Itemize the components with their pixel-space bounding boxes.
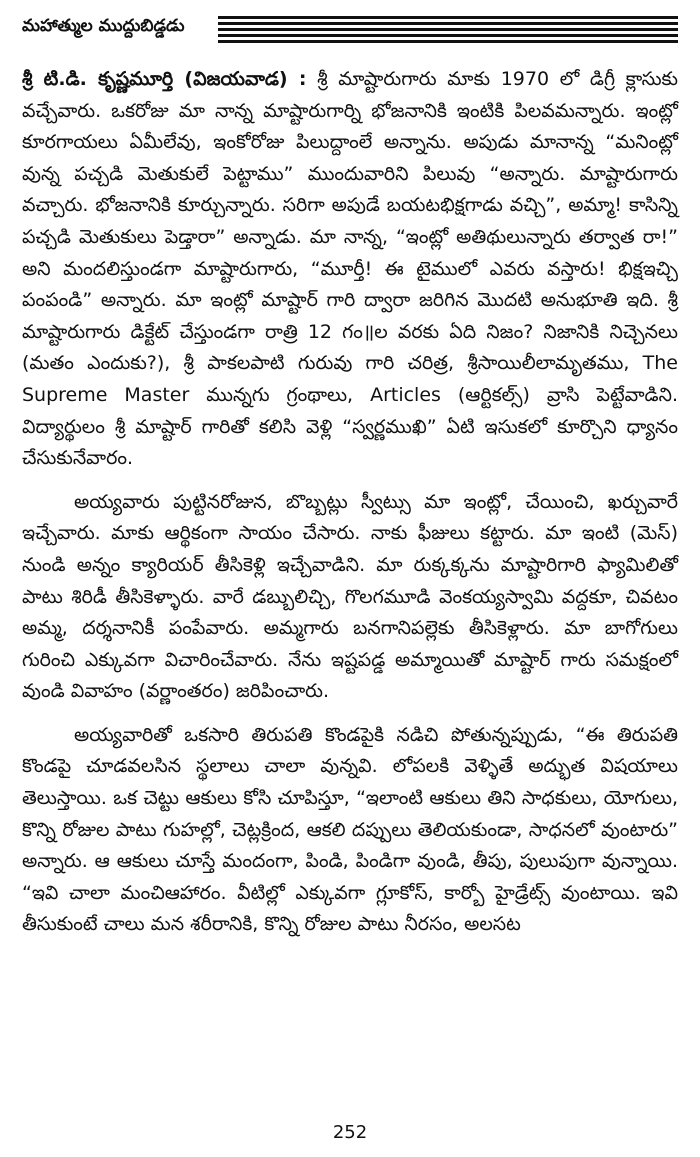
paragraph-text: అయ్యవారు పుట్టినరోజున, బొబ్బట్లు స్వీట్సు మా ఇంట్లో, చేయించి, ఖర్చువారే ఇచ్చేవారు. మాకు ఆర్థికంగా సాయం చేసారు. నాకు ఫీజులు కట్టారు. మా ఇంటి (మెస్) నుండి అన్నం క్యారియర్ తీసికెళ్లి ఇచ్చేవాడిని. మా రుక్కక్కను మాష్టారిగారి ఫ్యామిలితో పాటు శిరిడీ తీసికెళ్ళారు. వారే డబ్బులిచ్చి, గొలగమూడి వెంకయ్యస్వామి వద్దకూ, చివటం అమ్మ, దర్శనానికీ పంపేవారు. అమ్మగారు బనగానిపల్లెకు తీసికెళ్లారు. మా బాగోగులు గురించి ఎక్కువగా విచారించేవారు. నేను ఇష్టపడ్డ అమ్మాయితో మాష్టార్ గారు సమక్షంలో వుండి వివాహం (వర్ణాంతరం) జరిపించారు. [22, 490, 678, 703]
header-rule [218, 40, 678, 43]
page-body [22, 64, 678, 953]
paragraph-2 [22, 487, 678, 708]
page-number: 252 [332, 1122, 368, 1143]
book-title: మహాత్ముల ముద్దుబిడ్డడు [22, 16, 185, 36]
header-rule-lines [218, 16, 678, 46]
header-rule [218, 16, 678, 19]
running-header [22, 10, 678, 50]
header-rule [218, 34, 678, 37]
paragraph-text: అయ్యవారితో ఒకసారి తిరుపతి కొండపైకి నడిచి పోతున్నప్పుడు, “ఈ తిరుపతి కొండపై చూడవలసిన స్థలాలు చాలా వున్నవి. లోపలకి వెళ్ళితే అద్భుత విషయాలు తెలుస్తాయి. ఒక చెట్టు ఆకులు కోసి చూపిస్తూ, “ఇలాంటి ఆకులు తిని సాధకులు, యోగులు, కొన్ని రోజుల పాటు గుహల్లో, చెట్లక్రింద, ఆకలి దప్పులు తెలియకుండా, సాధనలో వుంటారు” అన్నారు. ఆ ఆకులు చూస్తే మందంగా, పిండి, పిండిగా వుండి, తీపు, పులుపుగా వున్నాయి. “ఇవి చాలా మంచిఆహారం. వీటిల్లో ఎక్కువగా గ్లూకోస్, కార్బో హైడ్రేట్స్ వుంటాయి. ఇవి తీసుకుంటే చాలు మన శరీరానికి, కొన్ని రోజుల పాటు నీరసం, అలసట [22, 723, 678, 936]
paragraph-3 [22, 720, 678, 941]
paragraph-text: శ్రీ మాష్టారుగారు మాకు 1970 లో డిగ్రీ క్లాసుకు వచ్చేవారు. ఒకరోజు మా నాన్న మాష్టారుగార్ని భోజనానికి ఇంటికి పిలవమన్నారు. ఇంట్లో కూరగాయలు ఏమీలేవు, ఇంకోరోజు పిలుద్దాంలే అన్నాను. అపుడు మానాన్న “మనింట్లో వున్న పచ్చడి మెతుకులే పెట్టాము” ముందువారిని పిలువు “అన్నారు. మాష్టారుగారు వచ్చారు. భోజనానికి కూర్చున్నారు. సరిగా అపుడే బయటభిక్షగాడు వచ్చి”, అమ్మా! కాసిన్ని పచ్చడి మెతుకులు పెడ్తారా” అన్నాడు. మా నాన్న, “ఇంట్లో అతిథులున్నారు తర్వాత రా!” అని మందలిస్తుండగా మాష్టారుగారు, “మూర్తీ! ఈ టైములో ఎవరు వస్తారు! భిక్షఇచ్చి పంపండి” అన్నారు. మా ఇంట్లో మాష్టార్ గారి ద్వారా జరిగిన మొదటి అనుభూతి ఇది. శ్రీ మాష్టారుగారు డిక్టేట్ చేస్తుండగా రాత్రి 12 గం॥ల వరకు ఏది నిజం? నిజానికి నిచ్చెనలు (మతం ఎందుకు?), శ్రీ పాకలపాటి గురువు గారి చరిత్ర, శ్రీసాయిలీలామృతము, The Supreme Master మున్నగు గ్రంథాలు, Articles (ఆర్టికల్స్) వ్రాసి పెట్టేవాడిని. విద్యార్థులం శ్రీ మాష్టార్ గారితో కలిసి వెళ్లి “స్వర్ణముఖి” ఏటి ఇసుకలో కూర్చొని ధ్యానం చేసుకునేవారం. [22, 68, 679, 470]
header-rule [218, 22, 678, 25]
author-name: శ్రీ టి.డి. కృష్ణమూర్తి (విజయవాడ) : [22, 68, 307, 90]
header-rule [218, 28, 678, 31]
paragraph-1 [22, 64, 678, 475]
